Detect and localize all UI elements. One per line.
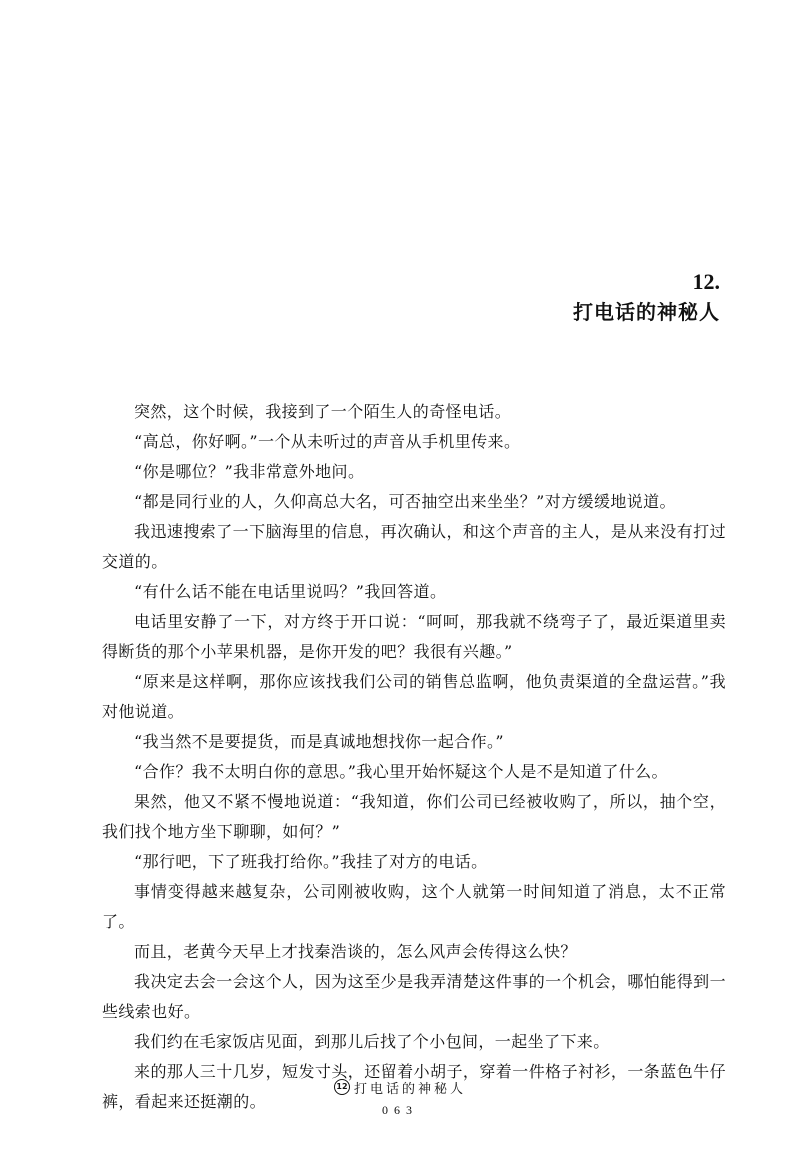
paragraph: “那行吧，下了班我打给你。”我挂了对方的电话。 [134,852,488,871]
chapter-badge: 12 [334,1079,350,1095]
paragraph: 我迅速搜索了一下脑海里的信息，再次确认，和这个声音的主人，是从来没有打过交道的。 [102,522,726,571]
paragraph: “原来是这样啊，那你应该找我们公司的销售总监啊，他负责渠道的全盘运营。”我对他说道。 [102,672,726,721]
paragraph: 事情变得越来越复杂，公司刚被收购，这个人就第一时间知道了消息，太不正常了。 [102,882,726,931]
chapter-title: 打电话的神秘人 [573,300,720,324]
paragraph: 电话里安静了一下，对方终于开口说：“呵呵，那我就不绕弯子了，最近渠道里卖得断货的那个小苹果机器，是你开发的吧？我很有兴趣。” [102,612,726,661]
paragraph: “我当然不是要提货，而是真诚地想找你一起合作。” [134,732,504,751]
page-footer [0,1077,800,1118]
running-header [0,1077,800,1097]
page-number: 063 [382,1103,418,1117]
paragraph: “你是哪位？”我非常意外地问。 [134,462,365,481]
paragraph: 我们约在毛家饭店见面，到那儿后找了个小包间，一起坐了下来。 [134,1032,610,1051]
paragraph: 突然，这个时候，我接到了一个陌生人的奇怪电话。 [134,402,512,421]
paragraph: “高总，你好啊。”一个从未听过的声音从手机里传来。 [134,432,521,451]
chapter-number: 12. [692,269,720,294]
paragraph: 果然，他又不紧不慢地说道：“我知道，你们公司已经被收购了，所以，抽个空，我们找个地方坐下聊聊，如何？” [102,792,726,841]
paragraph: “合作？我不太明白你的意思。”我心里开始怀疑这个人是不是知道了什么。 [134,762,668,781]
running-title: 打电话的神秘人 [353,1081,466,1097]
paragraph: “都是同行业的人，久仰高总大名，可否抽空出来坐坐？”对方缓缓地说道。 [134,492,676,511]
paragraph: 我决定去会一会这个人，因为这至少是我弄清楚这件事的一个机会，哪怕能得到一些线索也好。 [102,972,726,1021]
paragraph: 而且，老黄今天早上才找秦浩谈的，怎么风声会传得这么快？ [134,942,577,961]
paragraph: 来的那人三十几岁，短发寸头，还留着小胡子，穿着一件格子衬衫，一条蓝色牛仔裤，看起来还挺潮的。 [102,1062,726,1111]
paragraph: “有什么话不能在电话里说吗？”我回答道。 [134,582,447,601]
body-text [102,397,726,1117]
